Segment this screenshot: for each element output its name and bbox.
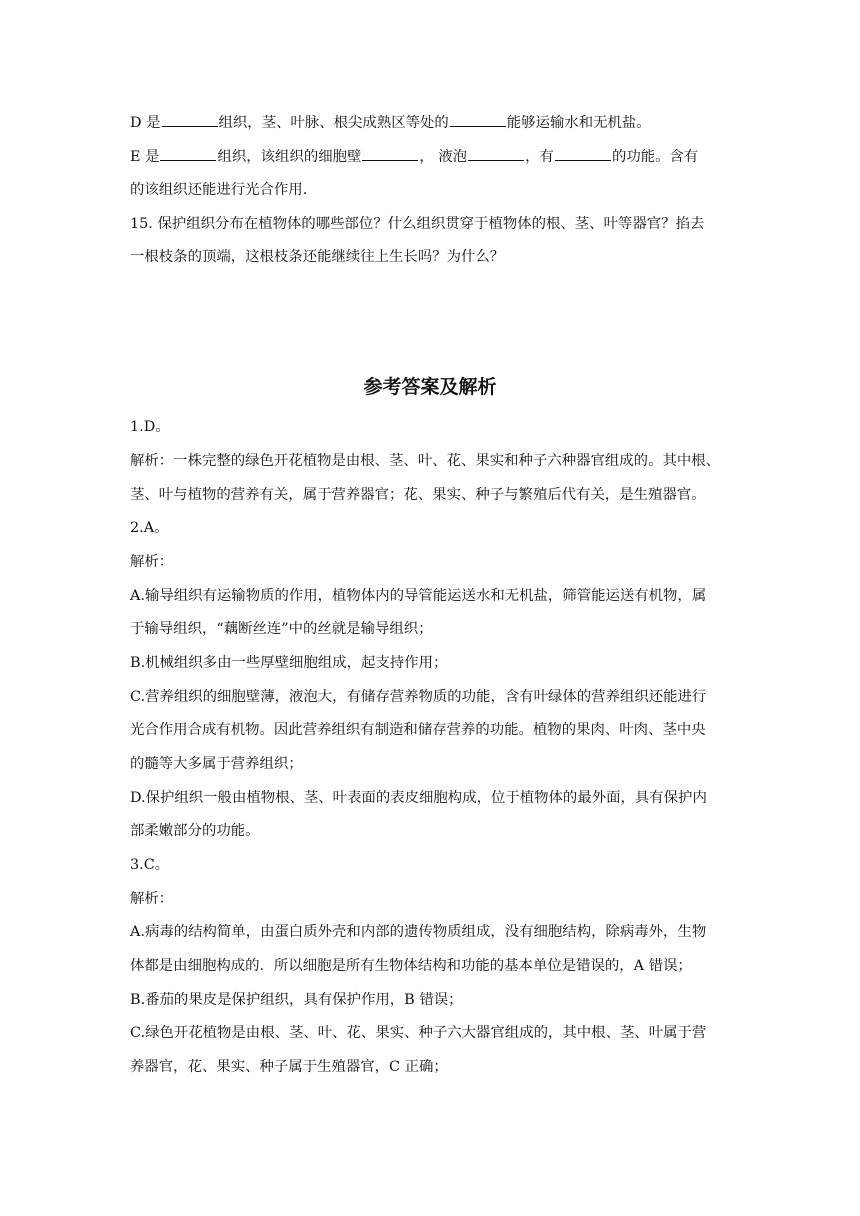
answer-blank[interactable] <box>450 112 506 127</box>
question-e-text-4: ，有 <box>525 149 554 165</box>
answer-blank[interactable] <box>362 146 418 161</box>
question-e-text-2: 组织，该组织的细胞壁 <box>217 149 362 165</box>
question-d-text-2: 组织，茎、叶脉、根尖成熟区等处的 <box>218 115 449 131</box>
answer-line: 解析：一株完整的绿色开花植物是由根、茎、叶、花、果实和种子六种器官组成的。其中根、 <box>130 453 721 469</box>
question-15-line-2: 一根枝条的顶端，这根枝条还能继续往上生长吗？为什么？ <box>130 249 505 265</box>
answer-line: 体都是由细胞构成的．所以细胞是所有生物体结构和功能的基本单位是错误的，A 错误； <box>130 958 692 974</box>
answer-line: 解析： <box>130 554 174 570</box>
answer-blank[interactable] <box>160 146 216 161</box>
answer-line: 的髓等大多属于营养组织； <box>130 756 303 772</box>
answer-line: 部柔嫩部分的功能。 <box>130 823 260 839</box>
question-15-line-1: 15. 保护组织分布在植物体的哪些部位？什么组织贯穿于植物体的根、茎、叶等器官？掐去 <box>130 216 705 232</box>
question-d-text-3: 能够运输水和无机盐。 <box>506 115 651 131</box>
answer-line: D.保护组织一般由植物根、茎、叶表面的表皮细胞构成，位于植物体的最外面，具有保护内 <box>130 790 707 806</box>
answer-blank[interactable] <box>555 146 611 161</box>
answer-blank[interactable] <box>468 146 524 161</box>
answer-line: 3.C。 <box>130 857 170 873</box>
answer-line: C.绿色开花植物是由根、茎、叶、花、果实、种子六大器官组成的，其中根、茎、叶属于营 <box>130 1025 707 1041</box>
question-e-line-2: 的该组织还能进行光合作用. <box>130 182 308 198</box>
answer-line: 解析： <box>130 891 174 907</box>
answer-line: 茎、叶与植物的营养有关，属于营养器官；花、果实、种子与繁殖后代有关，是生殖器官。 <box>130 487 706 503</box>
answer-line: C.营养组织的细胞壁薄，液泡大，有储存营养物质的功能，含有叶绿体的营养组织还能进行 <box>130 689 707 705</box>
answer-line: 2.A。 <box>130 520 169 536</box>
answer-line: 光合作用合成有机物。因此营养组织有制造和储存营养的功能。植物的果肉、叶肉、茎中央 <box>130 722 706 738</box>
question-e-text-5: 的功能。含有 <box>611 149 699 165</box>
question-e-line <box>130 146 730 167</box>
answer-line: 于输导组织，“藕断丝连”中的丝就是输导组织； <box>130 621 433 637</box>
question-e-text-3: ， 液泡 <box>419 149 468 165</box>
answer-line: A.输导组织有运输物质的作用，植物体内的导管能运送水和无机盐，筛管能运送有机物，属 <box>130 588 707 604</box>
answer-line: B.机械组织多由一些厚壁细胞组成，起支持作用； <box>130 655 448 671</box>
answer-line: 1.D。 <box>130 419 170 435</box>
answer-line: A.病毒的结构简单，由蛋白质外壳和内部的遗传物质组成，没有细胞结构，除病毒外，生物 <box>130 924 707 940</box>
question-d-text-1: D 是 <box>130 115 161 131</box>
question-e-text-1: E 是 <box>130 149 160 165</box>
answers-heading: 参考答案及解析 <box>363 376 497 398</box>
answer-blank[interactable] <box>162 112 218 127</box>
question-d-line <box>130 112 730 133</box>
answer-line: 养器官，花、果实、种子属于生殖器官，C 正确； <box>130 1059 448 1075</box>
answer-line: B.番茄的果皮是保护组织，具有保护作用，B 错误； <box>130 992 463 1008</box>
